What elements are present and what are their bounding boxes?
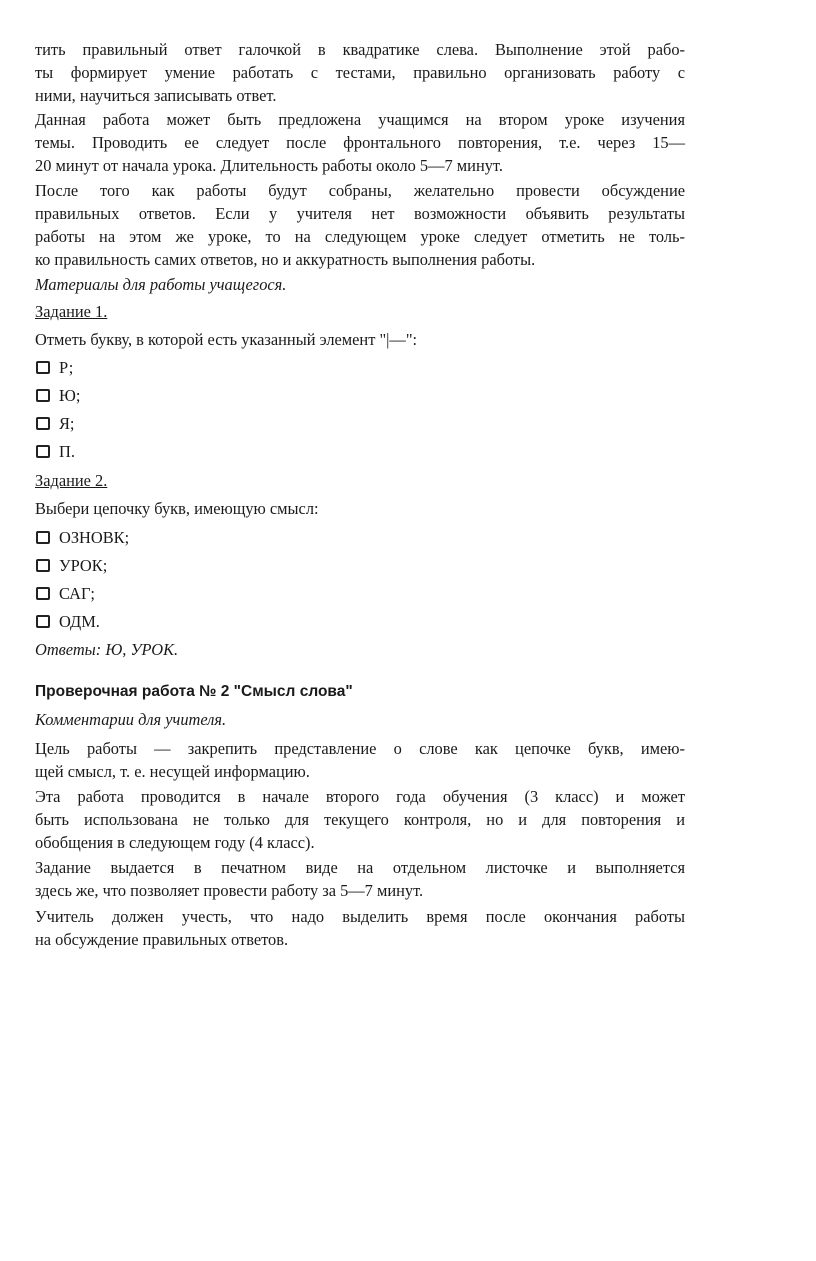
section-2-paragraph-2: [35, 785, 685, 854]
task-2-option[interactable]: [35, 610, 685, 633]
task-1-option[interactable]: [35, 384, 685, 407]
text-line: ко правильность самих ответов, но и аккуратность выполнения работы.: [35, 250, 536, 269]
text-line: Эта работа проводится в начале второго года обучения (3 класс) и может: [35, 787, 685, 806]
task-2-option[interactable]: [35, 582, 685, 605]
option-label: Я;: [59, 414, 75, 433]
task-2-option[interactable]: [35, 554, 685, 577]
option-label: ОЗНОВК;: [59, 528, 130, 547]
text-line: щей смысл, т. е. несущей информацию.: [35, 762, 310, 781]
task-1-title: Задание 1.: [35, 302, 108, 321]
answers: Ответы: Ю, УРОК.: [35, 640, 179, 659]
task-2-option[interactable]: [35, 526, 685, 549]
text-line: После того как работы будут собраны, желательно провести обсуждение: [35, 181, 685, 200]
section-2-paragraph-3: [35, 856, 685, 902]
text-line: Данная работа может быть предложена учащимся на втором уроке изучения: [35, 110, 685, 129]
text-line: 20 минут от начала урока. Длительность работы около 5—7 минут.: [35, 156, 503, 175]
task-2-title: Задание 2.: [35, 471, 108, 490]
comments-label: Комментарии для учителя.: [35, 710, 227, 729]
text-line: ты формирует умение работать с тестами, правильно организовать работу с: [35, 63, 685, 82]
text-line: правильных ответов. Если у учителя нет возможности объявить результаты: [35, 204, 685, 223]
text-line: быть использована не только для текущего контроля, но и для повторения и: [35, 810, 685, 829]
paragraph-3: [35, 179, 685, 271]
section-2-paragraph-1: [35, 737, 685, 783]
task-1-option[interactable]: [35, 440, 685, 463]
option-label: УРОК;: [59, 556, 108, 575]
intro-paragraph: [35, 38, 685, 107]
option-label: Ю;: [59, 386, 81, 405]
option-label: ОДМ.: [59, 612, 100, 631]
checkbox-icon[interactable]: [36, 417, 50, 430]
text-line: ними, научиться записывать ответ.: [35, 86, 277, 105]
checkbox-icon[interactable]: [36, 531, 50, 544]
task-1-question: Отметь букву, в которой есть указанный элемент "|—":: [35, 330, 418, 349]
section-2-heading: Проверочная работа № 2 "Смысл слова": [35, 683, 353, 700]
text-line: работы на этом же уроке, то на следующем уроке следует отметить не толь-: [35, 227, 685, 246]
task-1-option[interactable]: [35, 356, 685, 379]
text-line: здесь же, что позволяет провести работу за 5—7 минут.: [35, 881, 424, 900]
text-line: Задание выдается в печатном виде на отдельном листочке и выполняется: [35, 858, 685, 877]
option-label: Р;: [59, 358, 74, 377]
text-line: темы. Проводить ее следует после фронтального повторения, т.е. через 15—: [35, 133, 685, 152]
section-2-paragraph-4: [35, 905, 685, 951]
task-2-question: Выбери цепочку букв, имеющую смысл:: [35, 499, 319, 518]
text-line: Цель работы — закрепить представление о слове как цепочке букв, имею-: [35, 739, 685, 758]
option-label: П.: [59, 442, 75, 461]
checkbox-icon[interactable]: [36, 445, 50, 458]
option-label: САГ;: [59, 584, 95, 603]
text-line: обобщения в следующем году (4 класс).: [35, 833, 315, 852]
text-line: на обсуждение правильных ответов.: [35, 930, 289, 949]
text-line: тить правильный ответ галочкой в квадратике слева. Выполнение этой рабо-: [35, 40, 685, 59]
text-line: Учитель должен учесть, что надо выделить время после окончания работы: [35, 907, 685, 926]
checkbox-icon[interactable]: [36, 615, 50, 628]
checkbox-icon[interactable]: [36, 361, 50, 374]
checkbox-icon[interactable]: [36, 559, 50, 572]
materials-label: Материалы для работы учащегося.: [35, 275, 287, 294]
checkbox-icon[interactable]: [36, 587, 50, 600]
task-1-option[interactable]: [35, 412, 685, 435]
paragraph-2: [35, 108, 685, 177]
checkbox-icon[interactable]: [36, 389, 50, 402]
